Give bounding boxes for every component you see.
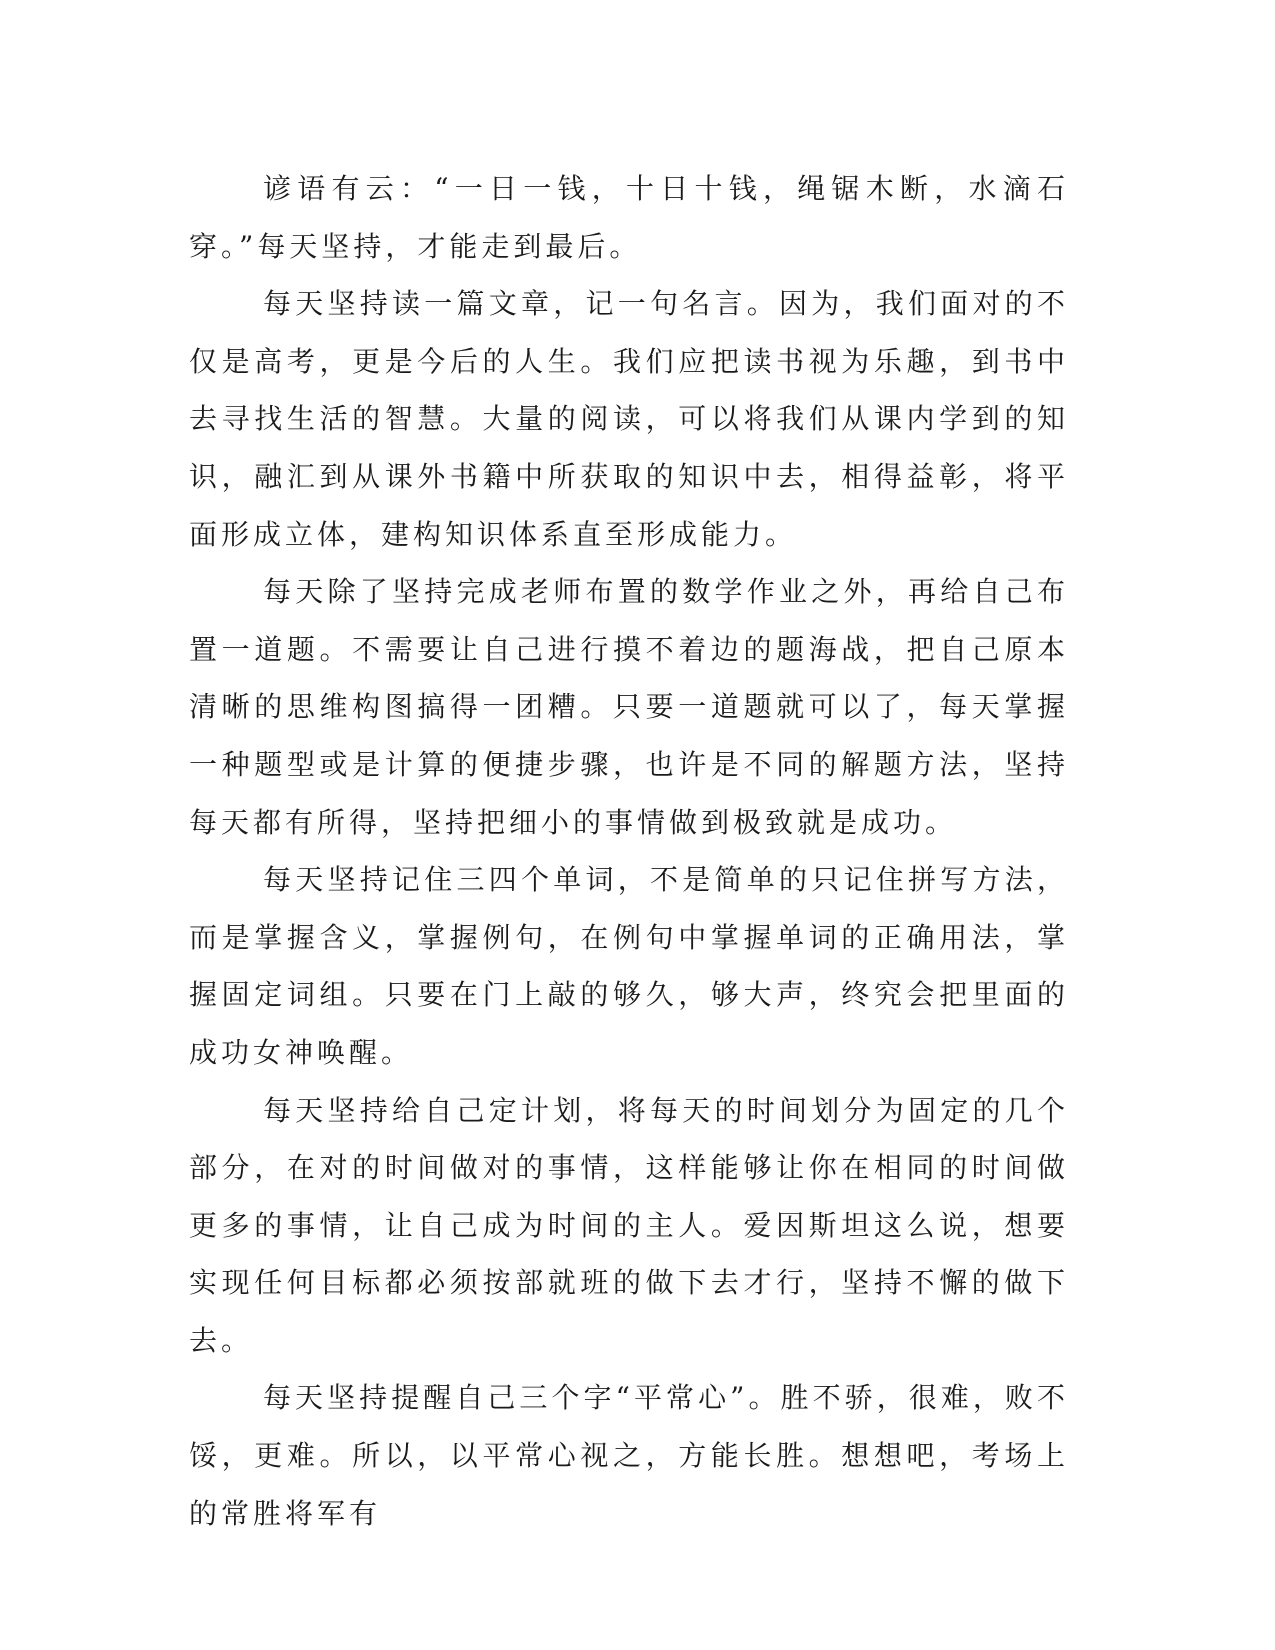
paragraph-proverb: 谚语有云：“一日一钱，十日十钱，绳锯木断，水滴石穿。”每天坚持，才能走到最后。 — [189, 172, 1069, 263]
paragraph-reading: 每天坚持读一篇文章，记一句名言。因为，我们面对的不仅是高考，更是今后的人生。我们应把读书视为乐趣，到书中去寻找生活的智慧。大量的阅读，可以将我们从课内学到的知识，融汇到从课外书籍中所获取的知识中去，相得益彰，将平面形成立体，建构知识体系直至形成能力。 — [189, 287, 1069, 551]
paragraph-planning: 每天坚持给自己定计划，将每天的时间划分为固定的几个部分，在对的时间做对的事情，这样能够让你在相同的时间做更多的事情，让自己成为时间的主人。爱因斯坦这么说，想要实现任何目标都必须按部就班的做下去才行，坚持不懈的做下去。 — [189, 1093, 1069, 1357]
paragraph-vocabulary: 每天坚持记住三四个单词，不是简单的只记住拼写方法，而是掌握含义，掌握例句，在例句中掌握单词的正确用法，掌握固定词组。只要在门上敲的够久，够大声，终究会把里面的成功女神唤醒。 — [189, 863, 1069, 1069]
paragraph-calm-mind: 每天坚持提醒自己三个字“平常心”。胜不骄，很难，败不馁，更难。所以，以平常心视之，方能长胜。想想吧，考场上的常胜将军有 — [189, 1381, 1069, 1530]
document-body — [189, 160, 1069, 1542]
paragraph-math: 每天除了坚持完成老师布置的数学作业之外，再给自己布置一道题。不需要让自己进行摸不着边的题海战，把自己原本清晰的思维构图搞得一团糟。只要一道题就可以了，每天掌握一种题型或是计算的便捷步骤，也许是不同的解题方法，坚持每天都有所得，坚持把细小的事情做到极致就是成功。 — [189, 575, 1069, 839]
